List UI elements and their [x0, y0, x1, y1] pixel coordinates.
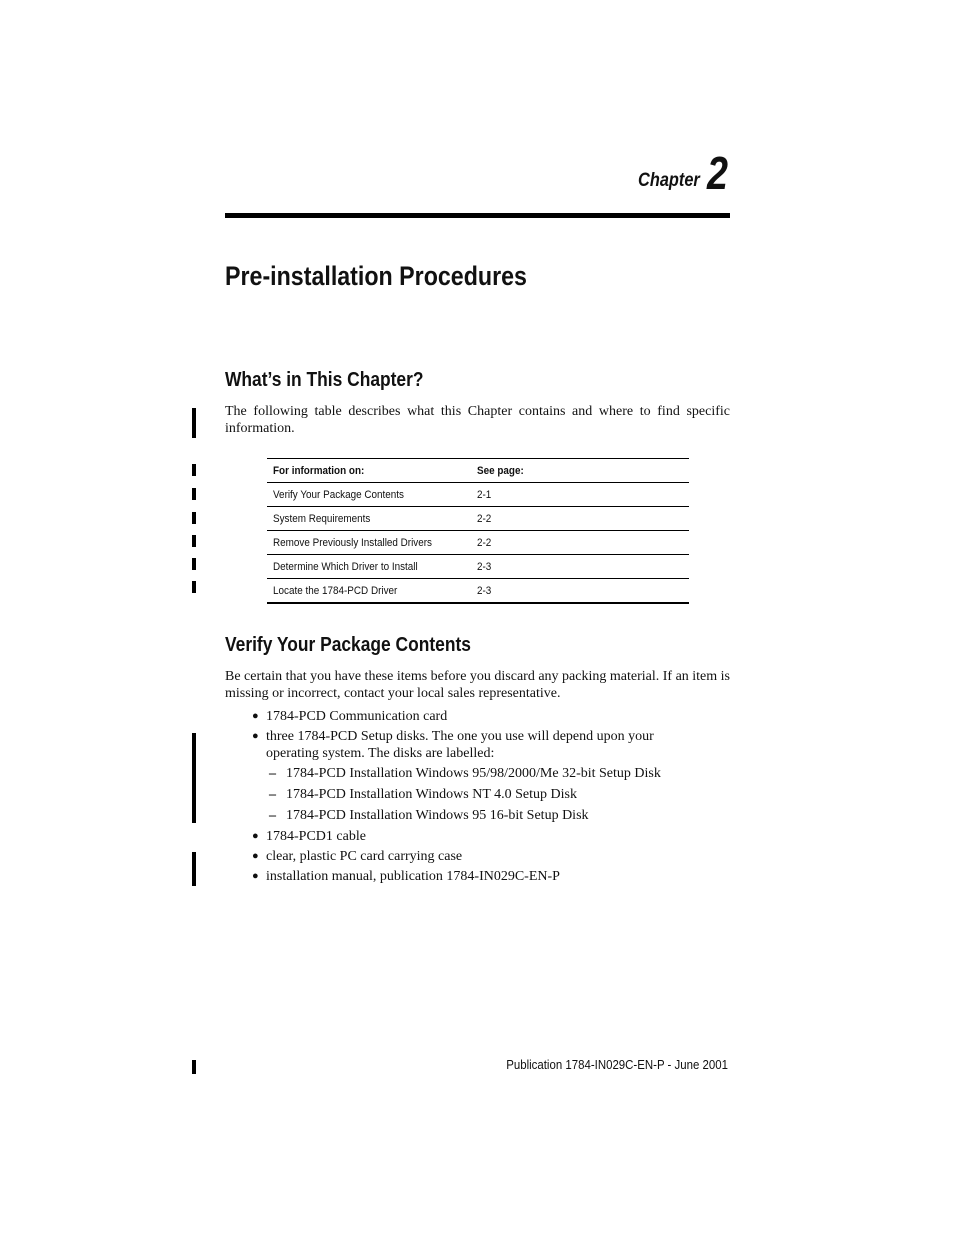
list-item: – 1784-PCD Installation Windows 95 16-bit Setup Disk	[269, 808, 589, 823]
list-item: – 1784-PCD Installation Windows NT 4.0 Setup Disk	[269, 787, 577, 802]
table-cell-topic: Remove Previously Installed Drivers	[273, 536, 433, 549]
change-bar	[192, 408, 196, 438]
publication-footer: Publication 1784-IN029C-EN-P - June 2001	[506, 1057, 728, 1072]
table-cell-topic: Locate the 1784-PCD Driver	[273, 584, 398, 597]
list-item: ● 1784-PCD Communication card	[252, 709, 448, 724]
bullet-icon: ●	[252, 730, 259, 742]
table-row	[267, 483, 689, 507]
section-heading-verify-package: Verify Your Package Contents	[225, 634, 471, 656]
chapter-rule	[225, 213, 730, 218]
table-row	[267, 531, 689, 555]
bullet-icon: ●	[252, 850, 259, 862]
bullet-icon: ●	[252, 830, 259, 842]
table-cell-topic: Verify Your Package Contents	[273, 488, 404, 501]
table-cell-page: 2-3	[477, 584, 492, 597]
change-bar	[192, 581, 196, 593]
chapter-label: Chapter	[638, 170, 700, 191]
dash-icon: –	[269, 808, 276, 823]
table-header-page: See page:	[477, 464, 524, 477]
table-row	[267, 555, 689, 579]
table-cell-page: 2-3	[477, 560, 492, 573]
change-bar	[192, 1060, 196, 1074]
setup-disk-list	[266, 765, 710, 824]
table-cell-page: 2-1	[477, 488, 492, 501]
table-header-topic: For information on:	[273, 464, 365, 477]
table-cell-page: 2-2	[477, 512, 492, 525]
change-bar	[192, 535, 196, 547]
table-cell-page: 2-2	[477, 536, 492, 549]
list-item: – 1784-PCD Installation Windows 95/98/2000/Me 32-bit Setup Disk	[269, 766, 661, 781]
chapter-contents-table	[267, 458, 689, 604]
list-item: ● clear, plastic PC card carrying case	[252, 849, 463, 864]
section-heading-whats-in-chapter: What’s in This Chapter?	[225, 369, 424, 391]
chapter-number: 2	[707, 147, 728, 199]
change-bar	[192, 558, 196, 570]
page-title: Pre-installation Procedures	[225, 261, 527, 291]
table-cell-topic: System Requirements	[273, 512, 371, 525]
list-item: ● 1784-PCD1 cable	[252, 829, 366, 844]
bullet-icon: ●	[252, 870, 259, 882]
dash-icon: –	[269, 787, 276, 802]
table-row	[267, 507, 689, 531]
dash-icon: –	[269, 766, 276, 781]
section2-intro: Be certain that you have these items before you discard any packing material. If an item is missing or incorrect, contact your local sales representative.	[225, 669, 730, 701]
list-item: ● three 1784-PCD Setup disks. The one you use will depend upon your operating system. The disks are labelled: – 1784-PCD Installation Windows 95/98/2000/Me 32-bit Setup Disk – 1784-PCD Installation Windows NT 4.0 Setup Disk – 1784-PCD Installation Windows 95 16-bit Setup Disk	[250, 728, 710, 824]
table-row	[267, 579, 689, 604]
change-bar	[192, 464, 196, 476]
list-item: ● installation manual, publication 1784-IN029C-EN-P	[252, 869, 560, 884]
table-cell-topic: Determine Which Driver to Install	[273, 560, 418, 573]
section1-intro: The following table describes what this Chapter contains and where to find specific information.	[225, 404, 730, 436]
package-contents-list	[250, 708, 710, 885]
change-bar	[192, 852, 196, 886]
table-header-row	[267, 459, 689, 483]
change-bar	[192, 733, 196, 823]
change-bar	[192, 512, 196, 524]
change-bar	[192, 488, 196, 500]
bullet-icon: ●	[252, 710, 259, 722]
